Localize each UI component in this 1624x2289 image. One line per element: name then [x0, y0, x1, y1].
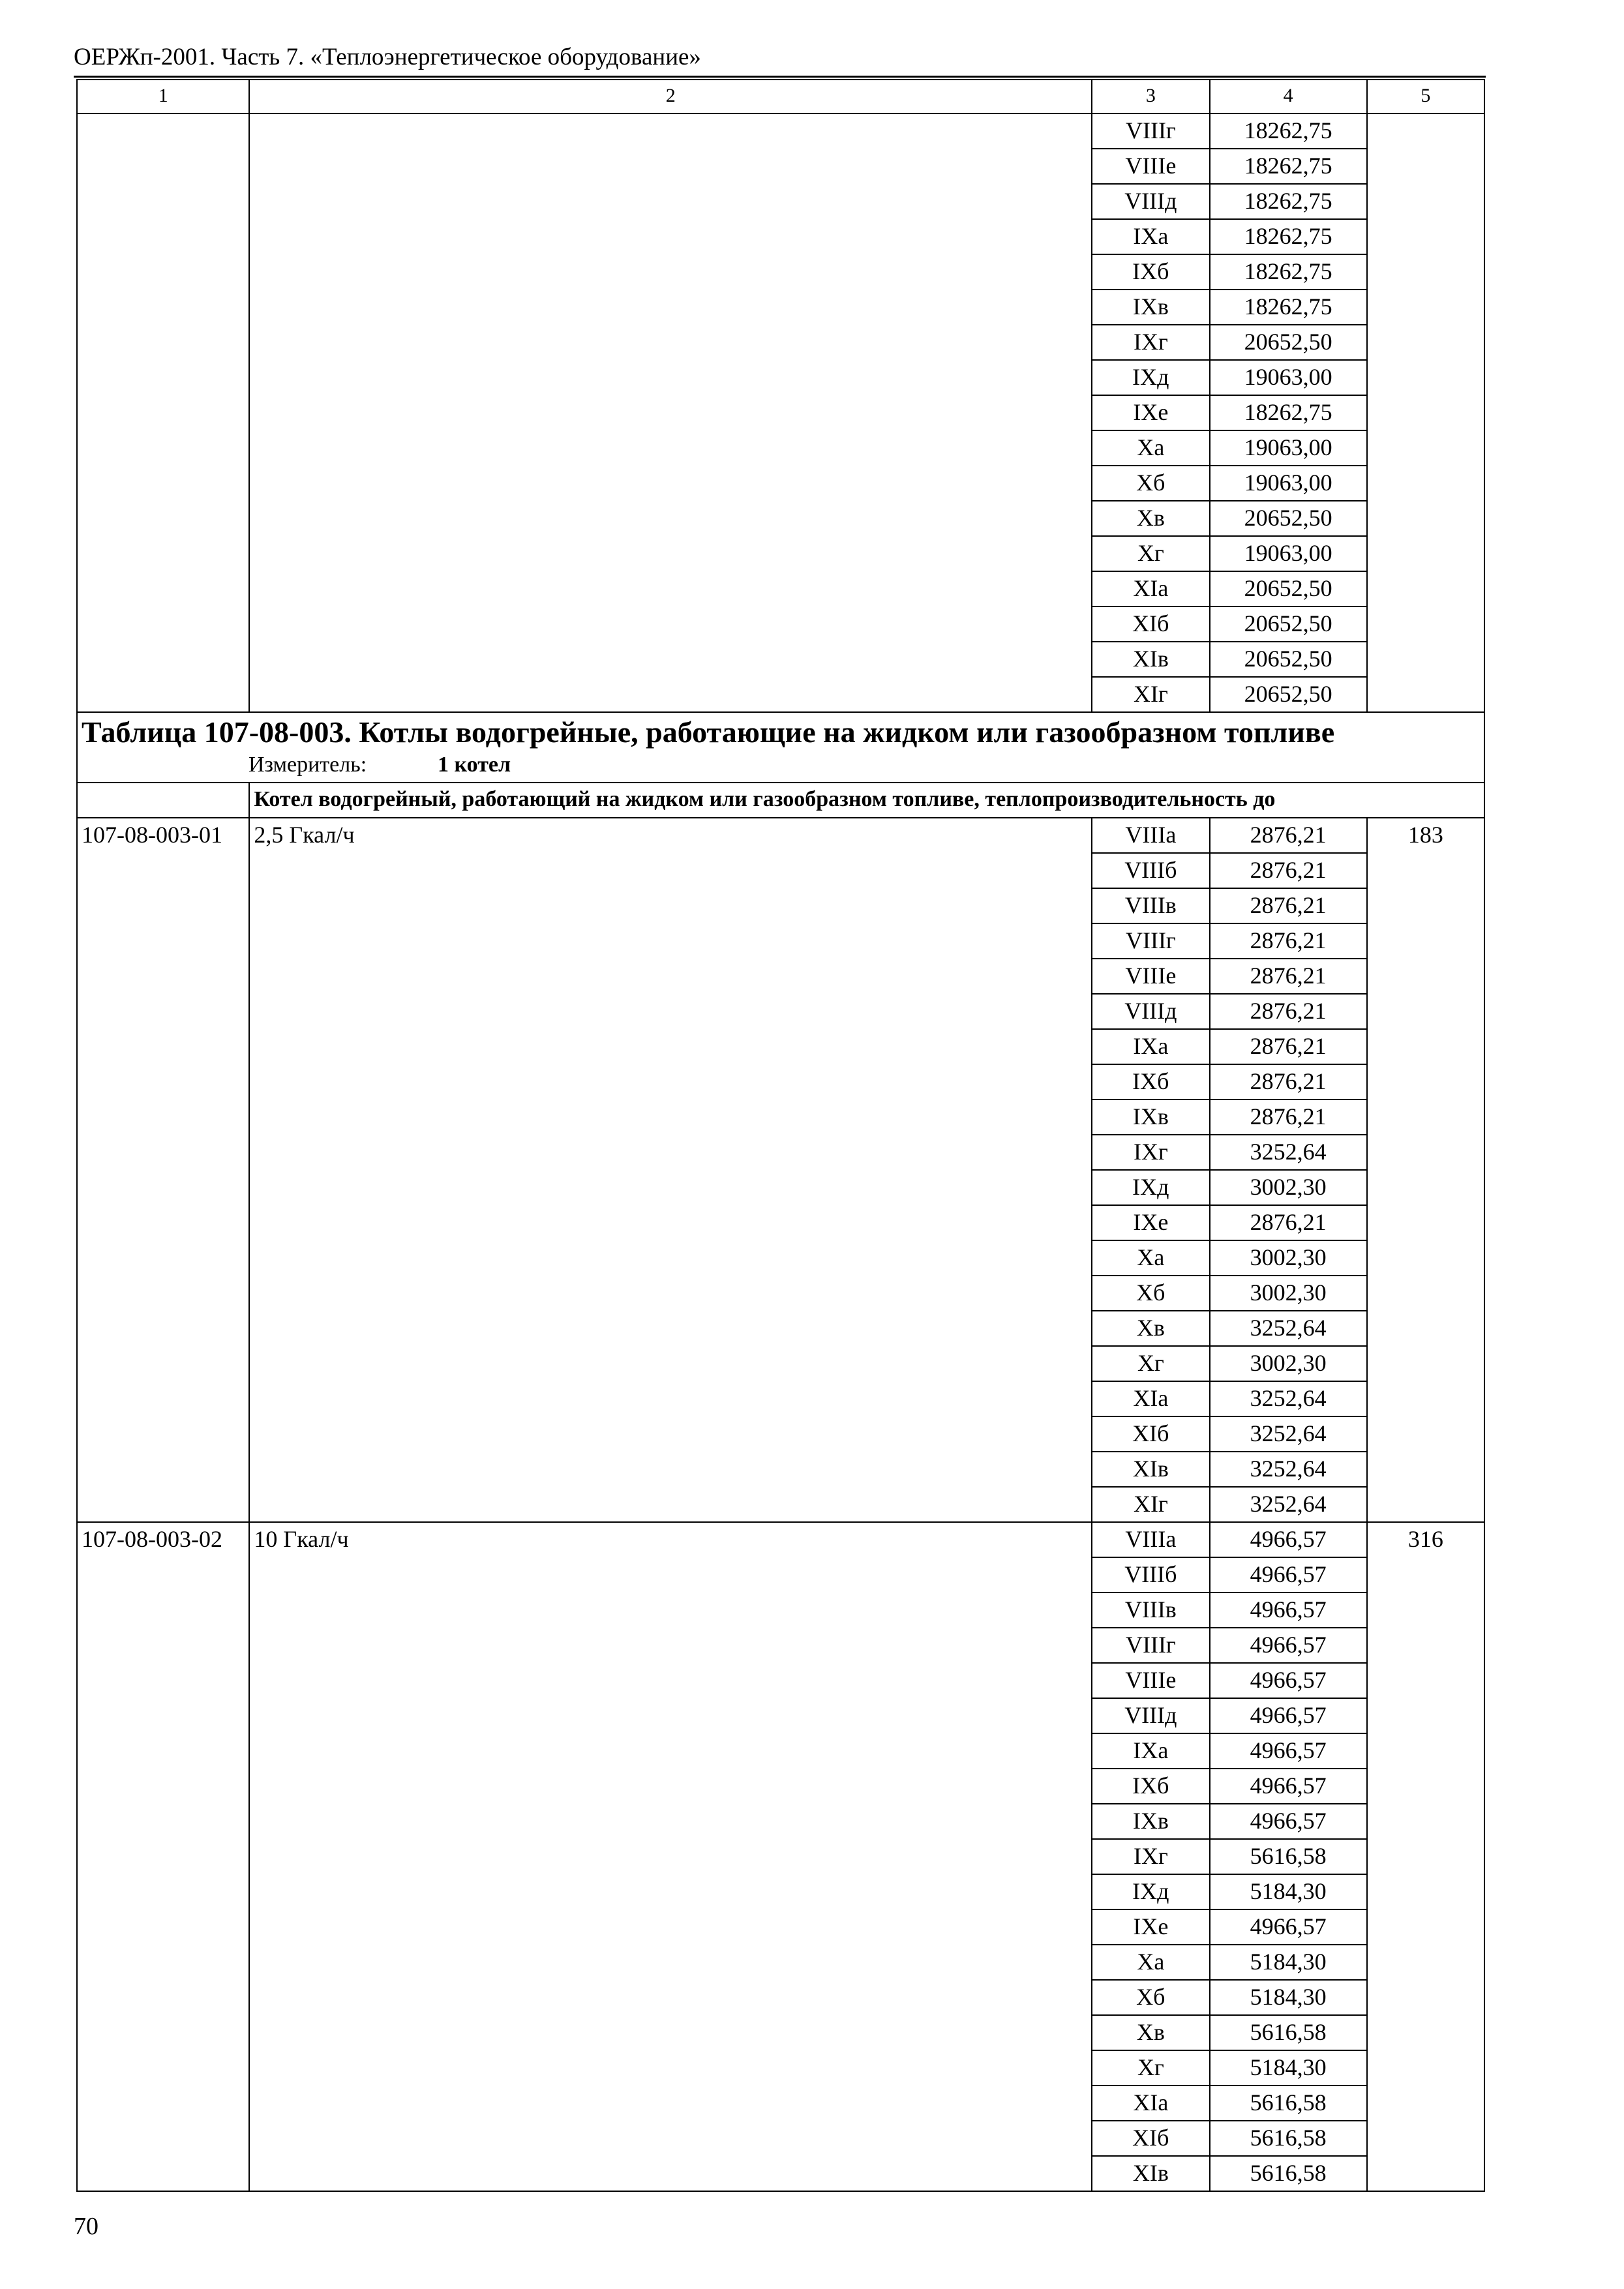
price-cell: 2876,21: [1210, 1064, 1367, 1100]
item-weight: 183: [1367, 818, 1484, 1522]
price-cell: 18262,75: [1210, 219, 1367, 254]
item-code: 107-08-003-02: [77, 1522, 249, 2191]
zone-cell: IXг: [1092, 1839, 1209, 1874]
table-row: [77, 1522, 1484, 1557]
column-numbers-row: [77, 80, 1484, 113]
zone-cell: VIIIа: [1092, 818, 1209, 853]
zone-cell: XIб: [1092, 1416, 1209, 1452]
price-cell: 18262,75: [1210, 290, 1367, 325]
code-cell: [77, 113, 249, 712]
zone-cell: IXб: [1092, 1769, 1209, 1804]
price-table: [76, 79, 1485, 2192]
zone-cell: XIб: [1092, 2121, 1209, 2156]
section-title-row: [77, 712, 1484, 783]
zone-cell: Xв: [1092, 501, 1209, 536]
price-cell: 18262,75: [1210, 149, 1367, 184]
price-cell: 20652,50: [1210, 642, 1367, 677]
price-cell: 4966,57: [1210, 1593, 1367, 1628]
zone-cell: Xа: [1092, 430, 1209, 466]
zone-cell: VIIIе: [1092, 1663, 1209, 1698]
price-cell: 5616,58: [1210, 1839, 1367, 1874]
zone-cell: Xб: [1092, 1276, 1209, 1311]
zone-cell: VIIIб: [1092, 1557, 1209, 1593]
table-title: Таблица 107-08-003. Котлы водогрейные, работающие на жидком или газообразном топливе: [82, 715, 1335, 749]
price-cell: 18262,75: [1210, 254, 1367, 290]
price-cell: 18262,75: [1210, 395, 1367, 430]
zone-cell: XIв: [1092, 2156, 1209, 2191]
zone-cell: VIIIб: [1092, 853, 1209, 888]
price-cell: 18262,75: [1210, 184, 1367, 219]
zone-cell: IXв: [1092, 1804, 1209, 1839]
section-title-cell: [77, 712, 1484, 783]
price-cell: 20652,50: [1210, 677, 1367, 712]
zone-cell: IXе: [1092, 1205, 1209, 1240]
price-cell: 2876,21: [1210, 1100, 1367, 1135]
zone-cell: Xб: [1092, 466, 1209, 501]
price-cell: 2876,21: [1210, 818, 1367, 853]
zone-cell: VIIIд: [1092, 184, 1209, 219]
zone-cell: XIа: [1092, 571, 1209, 606]
zone-cell: XIа: [1092, 1381, 1209, 1416]
item-name: 10 Гкал/ч: [249, 1522, 1092, 2191]
document-header: ОЕРЖп-2001. Часть 7. «Теплоэнергетическое оборудование»: [74, 44, 701, 70]
zone-cell: VIIIг: [1092, 1628, 1209, 1663]
zone-cell: Xг: [1092, 2050, 1209, 2086]
group-code-cell: [77, 783, 249, 818]
column-number-1: 1: [77, 80, 249, 113]
zone-cell: IXе: [1092, 395, 1209, 430]
price-cell: 4966,57: [1210, 1557, 1367, 1593]
zone-cell: IXг: [1092, 325, 1209, 360]
zone-cell: XIг: [1092, 1487, 1209, 1522]
price-table-body: [77, 80, 1484, 2191]
price-cell: 2876,21: [1210, 888, 1367, 923]
price-cell: 3252,64: [1210, 1416, 1367, 1452]
price-cell: 2876,21: [1210, 1205, 1367, 1240]
measure-label: Измеритель:: [248, 753, 367, 777]
zone-cell: VIIIд: [1092, 1698, 1209, 1733]
price-cell: 5616,58: [1210, 2121, 1367, 2156]
zone-cell: XIв: [1092, 1452, 1209, 1487]
table-row: [77, 113, 1484, 149]
price-cell: 4966,57: [1210, 1663, 1367, 1698]
zone-cell: Xв: [1092, 1311, 1209, 1346]
price-cell: 5184,30: [1210, 1980, 1367, 2015]
column-number-4: 4: [1210, 80, 1367, 113]
zone-cell: XIа: [1092, 2086, 1209, 2121]
price-cell: 19063,00: [1210, 536, 1367, 571]
zone-cell: IXб: [1092, 1064, 1209, 1100]
price-cell: 4966,57: [1210, 1628, 1367, 1663]
price-cell: 2876,21: [1210, 1029, 1367, 1064]
price-cell: 3252,64: [1210, 1487, 1367, 1522]
price-cell: 4966,57: [1210, 1804, 1367, 1839]
group-title-cell: Котел водогрейный, работающий на жидком или газообразном топливе, теплопроизводительность до: [249, 783, 1484, 818]
zone-cell: IXе: [1092, 1909, 1209, 1945]
name-cell: [249, 113, 1092, 712]
item-code: 107-08-003-01: [77, 818, 249, 1522]
header-rule: [74, 76, 1486, 78]
zone-cell: IXд: [1092, 360, 1209, 395]
column-number-3: 3: [1092, 80, 1209, 113]
price-cell: 5616,58: [1210, 2086, 1367, 2121]
zone-cell: VIIIв: [1092, 1593, 1209, 1628]
price-cell: 5184,30: [1210, 2050, 1367, 2086]
price-cell: 3252,64: [1210, 1135, 1367, 1170]
zone-cell: XIг: [1092, 677, 1209, 712]
zone-cell: Xв: [1092, 2015, 1209, 2050]
group-title-row: [77, 783, 1484, 818]
price-cell: 20652,50: [1210, 571, 1367, 606]
weight-cell: [1367, 113, 1484, 712]
zone-cell: XIв: [1092, 642, 1209, 677]
price-cell: 5616,58: [1210, 2015, 1367, 2050]
zone-cell: IXб: [1092, 254, 1209, 290]
zone-cell: Xа: [1092, 1240, 1209, 1276]
item-weight: 316: [1367, 1522, 1484, 2191]
price-cell: 3252,64: [1210, 1452, 1367, 1487]
price-cell: 4966,57: [1210, 1733, 1367, 1769]
zone-cell: Xг: [1092, 1346, 1209, 1381]
zone-cell: Xа: [1092, 1945, 1209, 1980]
price-cell: 2876,21: [1210, 923, 1367, 959]
price-cell: 5184,30: [1210, 1945, 1367, 1980]
zone-cell: IXв: [1092, 1100, 1209, 1135]
price-cell: 20652,50: [1210, 501, 1367, 536]
item-name: 2,5 Гкал/ч: [249, 818, 1092, 1522]
price-cell: 4966,57: [1210, 1522, 1367, 1557]
price-cell: 2876,21: [1210, 994, 1367, 1029]
price-cell: 19063,00: [1210, 430, 1367, 466]
column-number-5: 5: [1367, 80, 1484, 113]
price-cell: 4966,57: [1210, 1698, 1367, 1733]
price-cell: 3252,64: [1210, 1311, 1367, 1346]
price-cell: 2876,21: [1210, 959, 1367, 994]
page-number: 70: [74, 2213, 98, 2240]
price-cell: 19063,00: [1210, 360, 1367, 395]
table-row: [77, 818, 1484, 853]
zone-cell: VIIIг: [1092, 113, 1209, 149]
price-cell: 2876,21: [1210, 853, 1367, 888]
price-cell: 3002,30: [1210, 1240, 1367, 1276]
zone-cell: VIIIе: [1092, 959, 1209, 994]
price-cell: 3002,30: [1210, 1346, 1367, 1381]
price-cell: 20652,50: [1210, 606, 1367, 642]
price-cell: 3252,64: [1210, 1381, 1367, 1416]
price-cell: 20652,50: [1210, 325, 1367, 360]
zone-cell: VIIIв: [1092, 888, 1209, 923]
zone-cell: Xг: [1092, 536, 1209, 571]
measure-line: [82, 752, 1480, 778]
price-cell: 3002,30: [1210, 1276, 1367, 1311]
zone-cell: Xб: [1092, 1980, 1209, 2015]
measure-value: 1 котел: [438, 753, 511, 777]
zone-cell: IXа: [1092, 1029, 1209, 1064]
zone-cell: IXд: [1092, 1874, 1209, 1909]
zone-cell: VIIIд: [1092, 994, 1209, 1029]
zone-cell: VIIIа: [1092, 1522, 1209, 1557]
column-number-2: 2: [249, 80, 1092, 113]
price-cell: 19063,00: [1210, 466, 1367, 501]
price-cell: 18262,75: [1210, 113, 1367, 149]
price-cell: 5616,58: [1210, 2156, 1367, 2191]
price-cell: 4966,57: [1210, 1909, 1367, 1945]
zone-cell: IXг: [1092, 1135, 1209, 1170]
price-cell: 5184,30: [1210, 1874, 1367, 1909]
zone-cell: VIIIе: [1092, 149, 1209, 184]
zone-cell: IXв: [1092, 290, 1209, 325]
zone-cell: XIб: [1092, 606, 1209, 642]
price-cell: 3002,30: [1210, 1170, 1367, 1205]
price-cell: 4966,57: [1210, 1769, 1367, 1804]
zone-cell: VIIIг: [1092, 923, 1209, 959]
zone-cell: IXа: [1092, 1733, 1209, 1769]
zone-cell: IXа: [1092, 219, 1209, 254]
zone-cell: IXд: [1092, 1170, 1209, 1205]
